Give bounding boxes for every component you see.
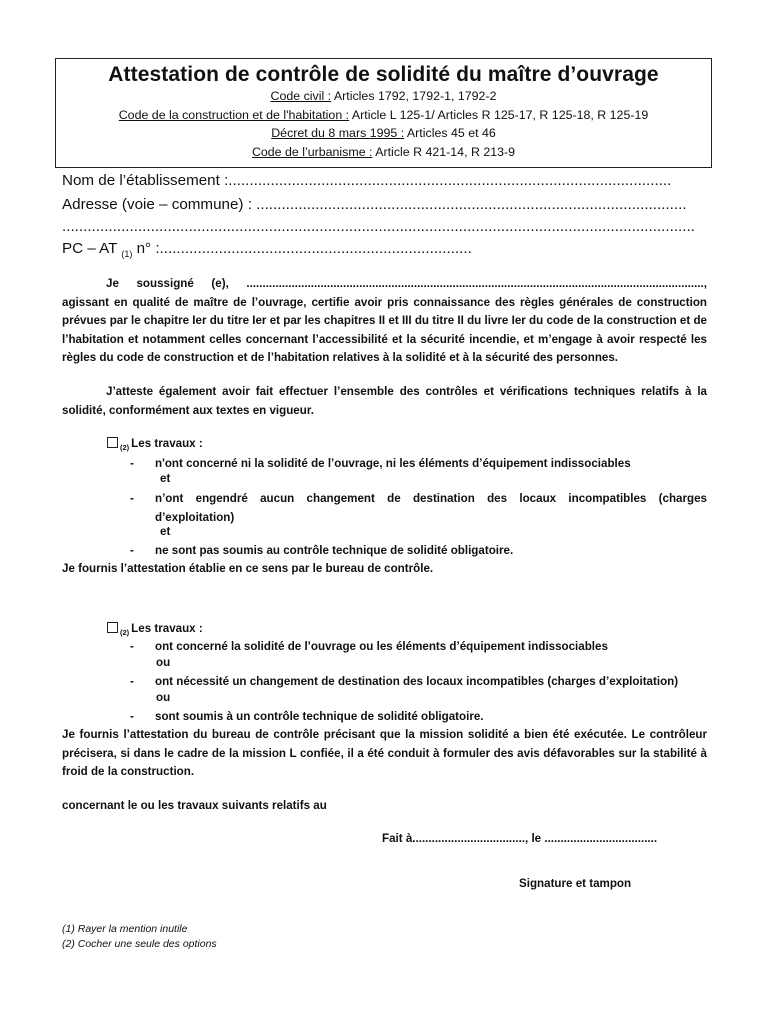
header-box <box>55 58 712 168</box>
paragraph-engagement: Je soussigné (e), .............................................................................................................................................., agissant en qualité de maître de l’ouvrage, certifie avoir pris connaissance des règles générales de construction prévues par le chapitre Ier du titre Ier et par les chapitres II et III du titre II du livre Ier du code de la construction et de l’habitation et notamment celles concernant l’accessibilité et la sécurité incendie, et m’engage à avoir respecté les règles du code de construction et de l’habitation relatives à la solidité et à la sécurité des personnes. <box>62 277 707 364</box>
option1-conj: et <box>160 472 171 485</box>
option1-heading: $_{(2)}$ Les travaux : <box>107 437 203 452</box>
fait-a-line: Fait à..................................., le ................................... <box>382 832 658 845</box>
option1-conj: et <box>160 525 171 538</box>
footnote: (2) Cocher une seule des options <box>62 938 217 950</box>
ref-code-civil: Code civil : Articles 1792, 1792-1, 1792-2 <box>270 89 497 103</box>
document-title: Attestation de contrôle de solidité du maître d’ouvrage <box>108 63 659 86</box>
ref-code-construction: Code de la construction et de l'habitation : Article L 125-1/ Articles R 125-17, R 125-18, R 125-19 <box>118 107 649 122</box>
option2-conj: ou <box>156 656 171 669</box>
option2-item: - ont nécessité un changement de destination des locaux incompatibles (charges d’exploitation) <box>130 675 679 688</box>
concerning-line: concernant le ou les travaux suivants relatifs au <box>62 799 327 812</box>
option2-conj: ou <box>156 691 171 704</box>
option2-item: - ont concerné la solidité de l’ouvrage ou les éléments d’équipement indissociables <box>130 640 608 653</box>
signature-label: Signature et tampon <box>519 877 632 890</box>
paragraph-attestation: J’atteste également avoir fait effectuer l’ensemble des contrôles et vérifications techniques relatifs à la solidité, conformément aux textes en vigueur. <box>62 385 707 417</box>
option1-checkbox[interactable] <box>107 437 118 448</box>
field-adresse: Adresse (voie – commune) : ...................................................................................................... <box>62 196 687 213</box>
option1-item: - n'ont concerné ni la solidité de l’ouvrage, ni les éléments d’équipement indissociables <box>130 457 631 470</box>
option1-item: - ne sont pas soumis au contrôle technique de solidité obligatoire. <box>130 544 514 557</box>
option1-conclusion: Je fournis l’attestation établie en ce sens par le bureau de contrôle. <box>62 562 434 575</box>
option2-conclusion: Je fournis l’attestation du bureau de contrôle précisant que la mission solidité a bien été exécutée. Le contrôleur précisera, si dans le cadre de la mission L confiée, il a été conduit à formuler des avis défavorables sur la stabilité à froid de la construction. <box>62 728 707 778</box>
field-pc-at: PC – AT $_{(1)}$ n° :.......................................................................... <box>62 240 472 260</box>
option2-heading: $_{(2)}$ Les travaux : <box>107 622 203 637</box>
option1-item: - n’ont engendré aucun changement de destination des locaux incompatibles (charges d’exploitation) <box>130 492 707 524</box>
field-adresse-suite: ...................................................................................................................................................... <box>62 218 695 235</box>
footnote: (1) Rayer la mention inutile <box>62 923 188 935</box>
ref-code-urbanisme: Code de l’urbanisme : Article R 421-14, R 213-9 <box>251 144 516 159</box>
option2-checkbox[interactable] <box>107 622 118 633</box>
ref-decret: Décret du 8 mars 1995 : Articles 45 et 46 <box>271 126 496 141</box>
field-nom: Nom de l’établissement :......................................................................................................... <box>62 172 672 189</box>
option2-item: - sont soumis à un contrôle technique de solidité obligatoire. <box>130 710 484 723</box>
